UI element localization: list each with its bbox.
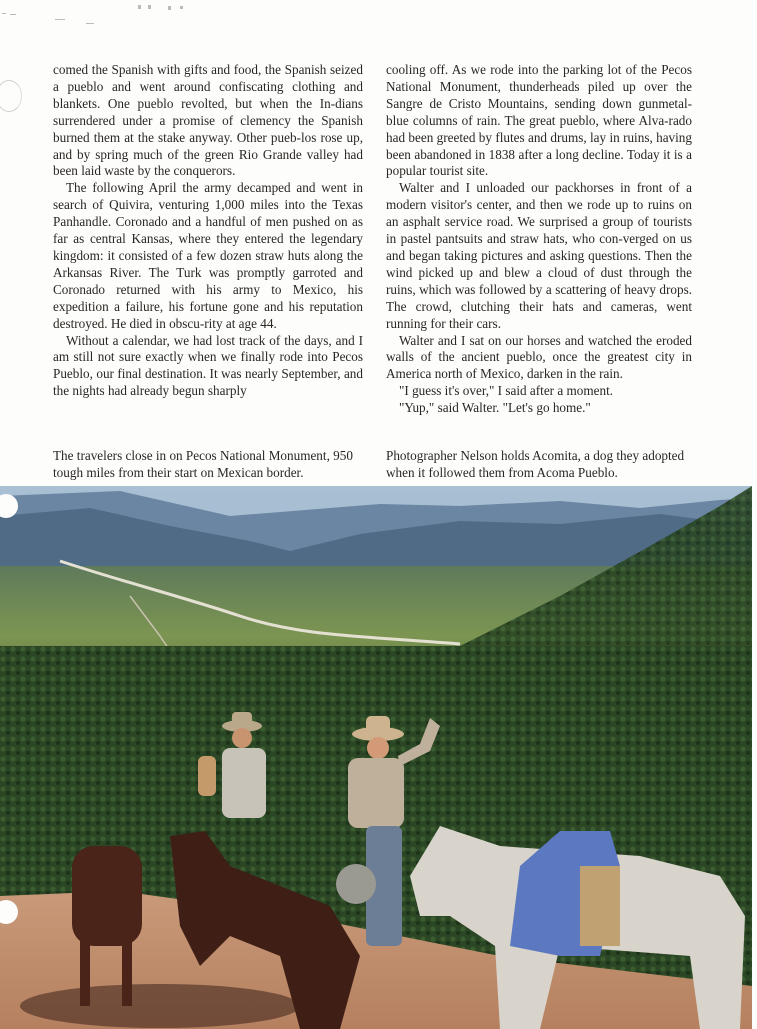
paragraph: Without a calendar, we had lost track of the days, and I am still not sure exactly when we finally rode into Pecos Pueblo, our final destination. It was nearly September, and the nights had already begun sharply — [53, 332, 363, 399]
paragraph: cooling off. As we rode into the parking lot of the Pecos National Monument, thunderheads piled up over the Sangre de Cristo Mountains, sending down gunmetal-blue columns of rain. The great pueblo, where Alva-rado had been greeted by flutes and drums, lay in ruins, having been abandoned in 1838 after a long decline. Today it is a popular tourist site. — [386, 62, 692, 179]
paragraph: Walter and I sat on our horses and watched the eroded walls of the ancient pueblo, once the greatest city in America north of Mexico, darken in the rain. — [386, 332, 692, 382]
article-column-left — [53, 62, 363, 400]
article-column-right — [386, 62, 692, 417]
paragraph: The following April the army decamped and went in search of Quivira, venturing 1,000 miles into the Texas Panhandle. Coronado and a handful of men pushed on as far as central Kansas, where they entered the legendary kingdom: it consisted of a few dozen straw huts along the Arkansas River. The Turk was promptly garroted and Coronado returned with his army to Mexico, his expedition a failure, his fortune gone and his reputation destroyed. He died in obscu-rity at age 44. — [53, 180, 363, 331]
binder-hole-mark — [0, 80, 22, 112]
photo-riders-overlooking-valley — [0, 486, 752, 1029]
horse-shadow — [20, 984, 300, 1028]
dog-acomita — [198, 756, 216, 796]
paragraph: comed the Spanish with gifts and food, the Spanish seized a pueblo and went around confiscating clothing and blankets. One pueblo revolted, but when the In-dians surrendered under a promise of clemency the Spanish burned them at the stake anyway. Other pueb-los rose up, and by spring much of the green Rio Grande valley had been laid waste by the conquerors. — [53, 62, 363, 179]
scan-artifacts — [0, 0, 380, 30]
photo-caption-left: The travelers close in on Pecos National Monument, 950 tough miles from their start on Mexican border. — [53, 448, 353, 480]
paragraph: Walter and I unloaded our packhorses in front of a modern visitor's center, and then we rode up to ruins on an asphalt service road. We surprised a group of tourists in pastel pantsuits and straw hats, who con-verged on us and began taking pictures and asking questions. Then the wind picked up and blew a cloud of dust through the ruins, which was followed by a scattering of heavy drops. The crowd, clutching their hats and cameras, went running for their cars. — [386, 180, 692, 331]
photo-caption-right: Photographer Nelson holds Acomita, a dog they adopted when it followed them from Acoma Pueblo. — [386, 448, 685, 480]
paragraph: "I guess it's over," I said after a moment. — [399, 383, 614, 399]
paragraph: "Yup," said Walter. "Let's go home." — [399, 400, 591, 416]
